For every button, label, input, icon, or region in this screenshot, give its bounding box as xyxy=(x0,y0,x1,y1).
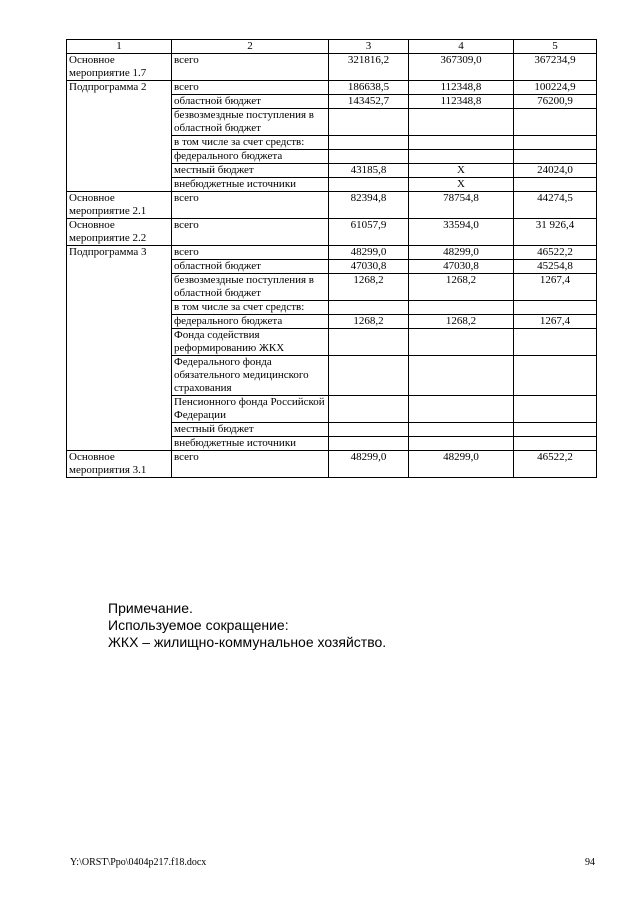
value-cell xyxy=(329,136,409,150)
value-cell xyxy=(514,178,597,192)
value-cell: 1268,2 xyxy=(409,315,514,329)
value-cell: 367309,0 xyxy=(409,54,514,81)
value-cell: 76200,9 xyxy=(514,95,597,109)
value-cell xyxy=(409,396,514,423)
value-cell xyxy=(514,437,597,451)
value-cell xyxy=(514,396,597,423)
value-cell: 100224,9 xyxy=(514,81,597,95)
value-cell: 48299,0 xyxy=(329,246,409,260)
value-cell: 82394,8 xyxy=(329,192,409,219)
funding-source-cell: безвозмездные поступления в областной бюджет xyxy=(172,274,329,301)
value-cell: 47030,8 xyxy=(329,260,409,274)
value-cell xyxy=(514,109,597,136)
funding-source-cell: местный бюджет xyxy=(172,423,329,437)
footer-file-path: Y:\ORST\Ppo\0404p217.f18.docx xyxy=(70,857,207,868)
value-cell xyxy=(409,423,514,437)
value-cell: 1268,2 xyxy=(329,274,409,301)
funding-source-cell: в том числе за счет средств: xyxy=(172,136,329,150)
table-row xyxy=(67,54,597,81)
funding-source-cell: федерального бюджета xyxy=(172,150,329,164)
value-cell xyxy=(329,150,409,164)
value-cell: 186638,5 xyxy=(329,81,409,95)
value-cell xyxy=(514,136,597,150)
value-cell: 61057,9 xyxy=(329,219,409,246)
table-row xyxy=(67,246,597,260)
funding-source-cell: областной бюджет xyxy=(172,95,329,109)
value-cell: 1267,4 xyxy=(514,274,597,301)
note-line: ЖКХ – жилищно-коммунальное хозяйство. xyxy=(108,634,387,650)
header-cell: 4 xyxy=(409,40,514,54)
funding-source-cell: Фонда содействия реформированию ЖКХ xyxy=(172,329,329,356)
value-cell: 112348,8 xyxy=(409,81,514,95)
funding-source-cell: местный бюджет xyxy=(172,164,329,178)
funding-source-cell: внебюджетные источники xyxy=(172,437,329,451)
value-cell: Х xyxy=(409,178,514,192)
value-cell xyxy=(329,396,409,423)
value-cell: 46522,2 xyxy=(514,246,597,260)
budget-table xyxy=(66,39,597,478)
row-name-cell: Основное мероприятия 3.1 xyxy=(67,451,172,478)
header-cell: 1 xyxy=(67,40,172,54)
table-row xyxy=(67,219,597,246)
value-cell xyxy=(329,301,409,315)
value-cell: 321816,2 xyxy=(329,54,409,81)
value-cell xyxy=(329,423,409,437)
value-cell: 78754,8 xyxy=(409,192,514,219)
funding-source-cell: всего xyxy=(172,54,329,81)
value-cell: Х xyxy=(409,164,514,178)
value-cell: 48299,0 xyxy=(409,451,514,478)
value-cell xyxy=(409,136,514,150)
funding-source-cell: всего xyxy=(172,246,329,260)
table-row xyxy=(67,81,597,95)
row-name-cell: Подпрограмма 2 xyxy=(67,81,172,192)
value-cell: 43185,8 xyxy=(329,164,409,178)
value-cell: 31 926,4 xyxy=(514,219,597,246)
value-cell xyxy=(409,329,514,356)
value-cell xyxy=(329,356,409,396)
value-cell: 44274,5 xyxy=(514,192,597,219)
value-cell: 46522,2 xyxy=(514,451,597,478)
value-cell xyxy=(514,150,597,164)
header-cell: 5 xyxy=(514,40,597,54)
value-cell: 1268,2 xyxy=(329,315,409,329)
value-cell xyxy=(329,109,409,136)
note-line: Используемое сокращение: xyxy=(108,617,289,633)
row-name-cell: Основное мероприятие 2.2 xyxy=(67,219,172,246)
row-name-cell: Основное мероприятие 1.7 xyxy=(67,54,172,81)
funding-source-cell: всего xyxy=(172,451,329,478)
table-row xyxy=(67,451,597,478)
value-cell xyxy=(514,301,597,315)
value-cell: 48299,0 xyxy=(329,451,409,478)
value-cell xyxy=(514,356,597,396)
funding-source-cell: внебюджетные источники xyxy=(172,178,329,192)
value-cell xyxy=(329,437,409,451)
value-cell xyxy=(409,356,514,396)
value-cell: 24024,0 xyxy=(514,164,597,178)
funding-source-cell: всего xyxy=(172,192,329,219)
value-cell: 1268,2 xyxy=(409,274,514,301)
value-cell xyxy=(329,329,409,356)
note-block xyxy=(108,600,386,651)
value-cell: 48299,0 xyxy=(409,246,514,260)
budget-table-body xyxy=(67,40,597,478)
funding-source-cell: всего xyxy=(172,219,329,246)
value-cell xyxy=(514,329,597,356)
funding-source-cell: в том числе за счет средств: xyxy=(172,301,329,315)
value-cell: 33594,0 xyxy=(409,219,514,246)
table-header-row xyxy=(67,40,597,54)
funding-source-cell: безвозмездные поступления в областной бюджет xyxy=(172,109,329,136)
header-cell: 3 xyxy=(329,40,409,54)
value-cell xyxy=(409,301,514,315)
value-cell: 367234,9 xyxy=(514,54,597,81)
table-row xyxy=(67,192,597,219)
value-cell xyxy=(514,423,597,437)
note-title: Примечание. xyxy=(108,600,193,616)
value-cell: 112348,8 xyxy=(409,95,514,109)
funding-source-cell: Федерального фонда обязательного медицинского страхования xyxy=(172,356,329,396)
funding-source-cell: всего xyxy=(172,81,329,95)
footer-page-number: 94 xyxy=(585,857,595,868)
funding-source-cell: федерального бюджета xyxy=(172,315,329,329)
row-name-cell: Подпрограмма 3 xyxy=(67,246,172,451)
header-cell: 2 xyxy=(172,40,329,54)
value-cell: 45254,8 xyxy=(514,260,597,274)
value-cell: 47030,8 xyxy=(409,260,514,274)
funding-source-cell: областной бюджет xyxy=(172,260,329,274)
value-cell xyxy=(409,109,514,136)
value-cell xyxy=(409,437,514,451)
value-cell xyxy=(409,150,514,164)
value-cell: 1267,4 xyxy=(514,315,597,329)
value-cell xyxy=(329,178,409,192)
row-name-cell: Основное мероприятие 2.1 xyxy=(67,192,172,219)
value-cell: 143452,7 xyxy=(329,95,409,109)
funding-source-cell: Пенсионного фонда Российской Федерации xyxy=(172,396,329,423)
